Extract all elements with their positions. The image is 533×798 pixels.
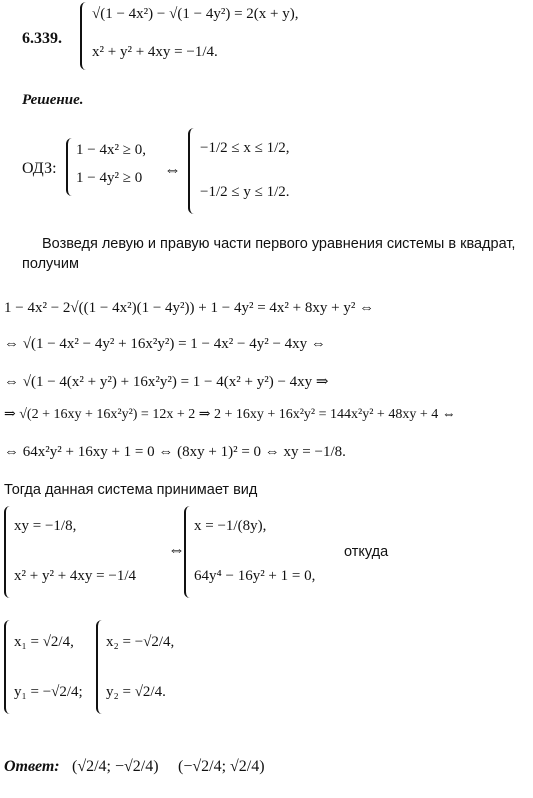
system-brace (80, 2, 90, 70)
system2-right-eq-2: 64y⁴ − 16y² + 1 = 0, (194, 568, 316, 584)
root-brace-1 (4, 620, 14, 714)
odz-condition-2: 1 − 4y² ≥ 0 (76, 170, 143, 186)
problem-equation-2: x² + y² + 4xy = −1/4. (92, 44, 218, 60)
problem-equation-1: √(1 − 4x²) − √(1 − 4y²) = 2(x + y), (92, 6, 299, 22)
whence-word: откуда (344, 544, 389, 560)
derivation-line-1: 1 − 4x² − 2√((1 − 4x²)(1 − 4y²)) + 1 − 4y² = 4x² + 8xy + y² ⇔ (4, 300, 375, 316)
odz-brace-left (66, 138, 76, 196)
system2-left-eq-2: x² + y² + 4xy = −1/4 (14, 568, 136, 584)
answer-label: Ответ: (4, 758, 60, 775)
derivation-line-2: ⇔ √(1 − 4x² − 4y² + 16x²y²) = 1 − 4x² − 4y² − 4xy ⇔ (4, 336, 326, 352)
derivation-line-5: ⇔ 64x²y² + 16xy + 1 = 0 ⇔ (8xy + 1)² = 0 ⇔ xy = −1/8. (4, 444, 346, 460)
root-y2: y₂ = √2/4. (106, 684, 166, 700)
system2-right (184, 506, 334, 598)
solution-label: Решение. (22, 92, 84, 108)
system2-left-eq-1: xy = −1/8, (14, 518, 77, 534)
odz-conditions (66, 138, 166, 196)
odz-result-x: −1/2 ≤ x ≤ 1/2, (200, 140, 290, 156)
odz-label: ОДЗ: (22, 160, 57, 177)
paragraph-squaring: Возведя левую и правую части первого уравнения системы в квадрат, получим (22, 236, 516, 272)
root-y1: y₁ = −√2/4; (14, 684, 83, 700)
system2-brace-left (4, 506, 14, 598)
system2-brace-right (184, 506, 194, 598)
root-x1: x₁ = √2/4, (14, 634, 74, 650)
root-system-2 (96, 620, 192, 714)
odz-brace-right (188, 128, 198, 214)
problem-system (80, 2, 380, 70)
root-x2: x₂ = −√2/4, (106, 634, 175, 650)
derivation-line-4: ⇒ √(2 + 16xy + 16x²y²) = 12x + 2 ⇒ 2 + 16xy + 16x²y² = 144x²y² + 48xy + 4 ⇔ (4, 407, 456, 422)
system2-equivalence-arrow: ⇔ (168, 540, 185, 559)
root-system-1 (4, 620, 90, 714)
answer-pair-1: (√2/4; −√2/4) (72, 758, 159, 775)
odz-result (188, 128, 298, 214)
system2-right-eq-1: x = −1/(8y), (194, 518, 267, 534)
paragraph-system-form: Тогда данная система принимает вид (4, 482, 258, 498)
odz-result-y: −1/2 ≤ y ≤ 1/2. (200, 184, 290, 200)
system2-left (4, 506, 164, 598)
odz-equivalence-arrow: ⇔ (164, 160, 181, 179)
odz-condition-1: 1 − 4x² ≥ 0, (76, 142, 146, 158)
root-brace-2 (96, 620, 106, 714)
derivation-line-3: ⇔ √(1 − 4(x² + y²) + 16x²y²) = 1 − 4(x² + y²) − 4xy ⇒ (4, 374, 329, 390)
problem-number: 6.339. (22, 30, 62, 47)
answer-pair-2: (−√2/4; √2/4) (178, 758, 265, 775)
